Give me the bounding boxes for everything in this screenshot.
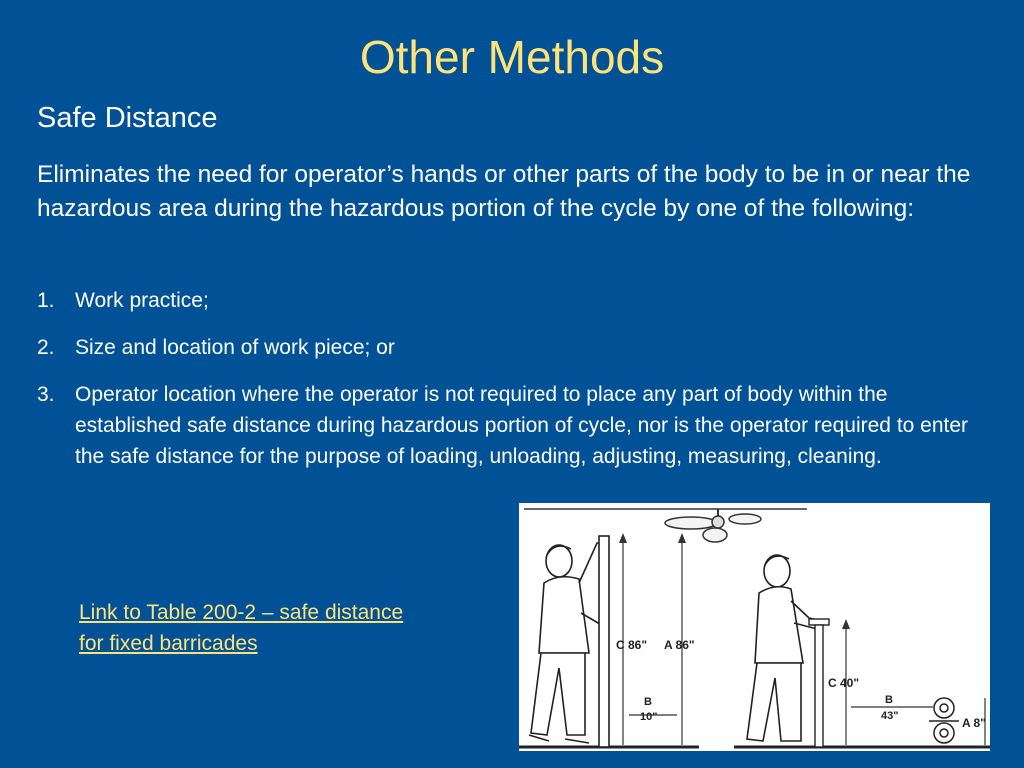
dim-label-b-right: B — [885, 694, 893, 706]
safe-distance-illustration — [519, 503, 990, 751]
table-top — [809, 619, 829, 625]
section-subtitle: Safe Distance — [37, 102, 218, 134]
ceiling-fan-icon — [665, 509, 761, 542]
arrow-up-icon — [678, 533, 686, 543]
list-item — [37, 332, 997, 363]
dim-label-b-left: B — [644, 696, 652, 708]
list-number: 3. — [37, 383, 55, 406]
dim-label-a-right: A 8" — [962, 716, 986, 730]
left-barrier-post — [599, 536, 609, 747]
right-worker-icon — [747, 555, 823, 741]
dim-value-b-right: 43" — [881, 710, 899, 722]
list-item — [37, 379, 997, 472]
intro-paragraph: Eliminates the need for operator’s hands or other parts of the body to be in or near the hazardous area during the hazardous portion of the cycle by one of the following: — [37, 161, 971, 222]
illustration-svg — [519, 503, 990, 751]
list-item-text: Size and location of work piece; or — [75, 336, 395, 359]
slide-title: Other Methods — [359, 31, 665, 83]
list-item — [37, 285, 997, 316]
list-item-text: Operator location where the operator is not required to place any part of body within the established safe distance during hazardous portion of cycle, nor is the operator required to enter the safe distance for the purpose of loading, unloading, adjusting, measuring, cleaning. — [75, 383, 969, 468]
arrow-up-icon — [619, 533, 627, 543]
dim-value-b-left: 10" — [640, 711, 658, 723]
table-link[interactable]: Link to Table 200-2 – safe distance for fixed barricades — [79, 601, 404, 655]
list-item-text: Work practice; — [75, 289, 209, 312]
method-list — [37, 285, 997, 488]
roller-conveyor-icon — [929, 698, 959, 743]
dim-label-c-left: C 86" — [616, 638, 648, 652]
list-number: 2. — [37, 336, 55, 359]
dim-label-a-left: A 86" — [664, 638, 695, 652]
right-barrier-post — [815, 625, 823, 747]
list-number: 1. — [37, 289, 55, 312]
dim-label-c-right: C 40" — [828, 676, 860, 690]
left-worker-icon — [529, 543, 607, 743]
arrow-up-icon — [842, 619, 850, 629]
